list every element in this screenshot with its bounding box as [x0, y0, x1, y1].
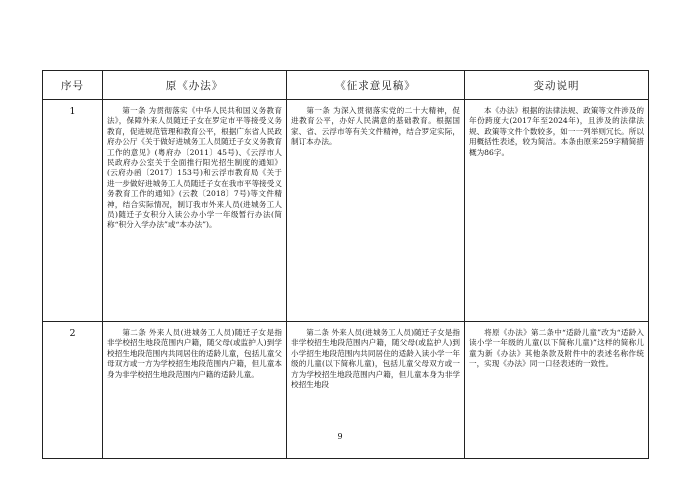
- row-number: 2: [43, 322, 103, 459]
- row-number: 1: [43, 100, 103, 322]
- explanation-text-cell: [465, 100, 649, 322]
- table-header-row: [43, 71, 649, 100]
- header-original: 原《办法》: [103, 71, 287, 100]
- draft-text-cell: [287, 100, 465, 322]
- original-text-cell: [103, 100, 287, 322]
- page-number: 9: [337, 432, 343, 441]
- table-row: [43, 100, 649, 322]
- header-draft: 《征求意见稿》: [287, 71, 465, 100]
- explanation-text: 将原《办法》第二条中“适龄儿童”改为“适龄入读小学一年级的儿童(以下简称儿童)”这样的简称儿童为新《办法》其他条款及附件中的表述名称作统一，实现《办法》同一口径表述的一致性。: [469, 328, 644, 369]
- header-explanation: 变动说明: [465, 71, 649, 100]
- original-text: 第二条 外来人员(进城务工人员)随迁子女是指非学校招生地段范围内户籍，随父母(或监护人)到学校招生地段范围内共同居住的适龄儿童，包括儿童父母双方或一方为学校招生地段范围内户籍，但儿童本身为非学校招生地段范围内户籍的适龄儿童。: [107, 328, 282, 379]
- draft-text: 第一条 为深入贯彻落实党的二十大精神，促进教育公平，办好人民满意的基础教育。根据国家、省、云浮市等有关文件精神，结合罗定实际，制订本办法。: [291, 106, 460, 147]
- original-text: 第一条 为贯彻落实《中华人民共和国义务教育法》，保障外来人员随迁子女在罗定市平等接受义务教育，促进规范管理和教育公平，根据广东省人民政府办公厅《关于做好进城务工人员随迁子女义务教育工作的意见》(粤府办〔2011〕45号)、《云浮市人民政府办公室关于全面推行阳光招生制度的通知》(云府办函〔2017〕153号)和云浮市教育局《关于进一步做好进城务工人员随迁子女在我市平等接受义务教育工作的通知》(云教〔2018〕7号)等文件精神，结合实际情况，制订我市外来人员(进城务工人员)随迁子女积分入读公办小学一年级暂行办法(简称“积分入学办法”或“本办法”)。: [107, 106, 282, 230]
- header-no: 序号: [43, 71, 103, 100]
- draft-text: 第二条 外来人员(进城务工人员)随迁子女是指非学校招生地段范围内户籍，随父母(或监护人)到小学招生地段范围内共同居住的适龄入读小学一年级的儿童(以下简称儿童)，包括儿童父母双方或一方为学校招生地段范围内户籍，但儿童本身为非学校招生地段: [291, 328, 460, 390]
- explanation-text: 本《办法》根据的法律法规、政策等文件涉及的年份跨度大(2017年至2024年)，且涉及的法律法规、政策等文件个数较多，如一一列举则冗长。所以用概括性表述，较为简洁。本条由原来259字精简措概为86字。: [469, 106, 644, 157]
- comparison-table: [42, 70, 649, 459]
